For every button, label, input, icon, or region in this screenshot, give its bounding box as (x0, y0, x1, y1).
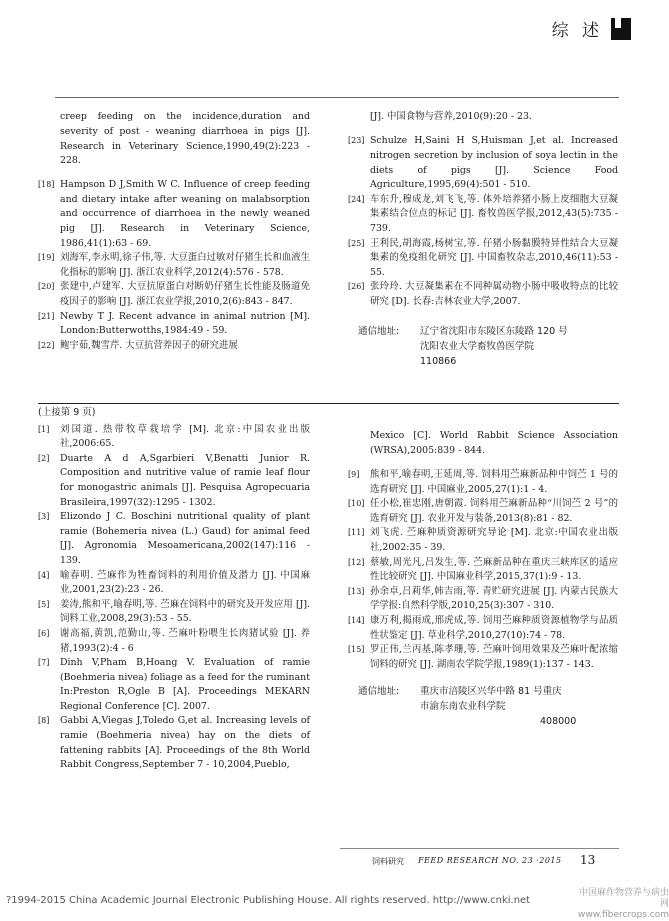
bottom-left-column (38, 406, 310, 773)
reference-text: 刘飞虎. 苎麻种质资源研究导论 [M]. 北京:中国农业出版社,2002:35 - 39. (370, 527, 618, 553)
reference-item (38, 339, 310, 354)
reference-number: [1] (38, 424, 50, 434)
reference-text: 喻春明. 苎麻作为牲畜饲料的利用价值及潜力 [J]. 中国麻业,2001,23(2):23 - 26. (60, 569, 310, 596)
reference-text: 蔡敏,周光凡,吕发生,等. 苎麻新品种在重庆三峡库区的适应性比较研究 [J]. 中国麻业科学,2015,37(1):9 - 13. (370, 556, 618, 583)
middle-divider (38, 403, 619, 404)
reference-item (348, 134, 618, 192)
author-address (348, 684, 618, 729)
reference-text: Hampson D J,Smith W C. Influence of creep feeding and dietary intake after weaning on malabsorption and occurrence of diarrhoea in the newly weaned pig [J]. Research in Veterinary Science, 1986,41(1):63 - 69. (60, 179, 310, 249)
reference-item (38, 627, 310, 656)
ref-continuation: creep feeding on the incidence,duration and severity of post - weaning diarrhoea in pigs [J]. Research in Veterinary Science,1990,49(2):223 - 228. (60, 111, 310, 167)
journal-name-cn: 饲料研究 (372, 857, 404, 866)
reference-text: 任小松,崔忠刚,唐朝霞. 饲料用苎麻新品种“川饲苎 2 号”的选育研究 [J]. 农业开发与装备,2013(8):81 - 82. (370, 498, 618, 524)
address-label: 通信地址: (358, 686, 400, 698)
reference-number: [15] (348, 645, 365, 655)
reference-number: [22] (38, 340, 55, 350)
reference-text: Newby T J. Recent advance in animal nutrion [M]. London:Butterwotths,1984:49 - 59. (60, 310, 310, 337)
reference-text: 刘海军,李永明,徐子伟,等. 大豆蛋白过敏对仔猪生长和血液生化指标的影响 [J]. 浙江农业科学,2012(4):576 - 578. (60, 252, 310, 278)
address-label: 通信地址: (358, 325, 400, 337)
reference-text: 谢高福,黄凯,范勤山,等. 苎麻叶粉喂生长肉猪试验 [J]. 养猪,1993(2):4 - 6 (60, 627, 310, 654)
page-number: 13 (580, 853, 596, 867)
reference-number: [6] (38, 628, 50, 638)
reference-item (348, 193, 618, 237)
section-mark-icon (611, 18, 631, 40)
reference-item (38, 423, 310, 452)
reference-text: Elizondo J C. Boschini nutritional quality of plant ramie (Bohemeria nivea (L.) Gaud) for animal feed [J]. Agronomia Mesoamericana,2002(147):116 - 139. (60, 511, 310, 566)
reference-item (38, 310, 310, 339)
reference-item (38, 251, 310, 280)
reference-text: 张玲玲. 大豆凝集素在不同种属动物小肠中吸收特点的比较研究 [D]. 长春:吉林农业大学,2007. (370, 281, 618, 307)
reference-item (38, 280, 310, 309)
reference-number: [13] (348, 586, 365, 596)
reference-text: 张建中,卢建军. 大豆抗原蛋白对断奶仔猪生长性能及肠道免疫因子的影响 [J]. 浙江农业学报,2010,2(6):843 - 847. (60, 281, 310, 307)
reference-text: Duarte A d A,Sgarbieri V,Benatti Junior R. Composition and nutritive value of ramie leaf flour for monogastric animals [J]. Pesquisa Agropecuaria Brasileira,1997(32):1295 - 1302. (60, 452, 310, 508)
reference-number: [23] (348, 136, 365, 146)
reference-number: [11] (348, 528, 365, 538)
reference-list (348, 134, 618, 309)
reference-text: 鲍宇茹,魏雪芹. 大豆抗营养因子的研究进展 (60, 339, 238, 351)
reference-text: 王利民,胡海霞,杨树宝,等. 仔猪小肠黏膜特异性结合大豆凝集素的免疫组化研究 [J]. 中国畜牧杂志,2010,46(11):53 - 55. (370, 237, 618, 278)
reference-number: [5] (38, 599, 50, 609)
reference-number: [10] (348, 499, 365, 509)
reference-item (38, 510, 310, 568)
section-header (552, 16, 631, 41)
reference-item (348, 497, 618, 526)
reference-text: 罗正伟,兰丙基,陈孝珊,等. 苎麻叶饲用效果及苎麻叶配浓缩饲料的研究 [J]. 湖南农学院学报,1989(1):137 - 143. (370, 644, 618, 670)
reference-number: [18] (38, 180, 55, 190)
reference-text: 姜涛,熊和平,喻春明,等. 苎麻在饲料中的研究及开发应用 [J]. 饲料工业,2008,29(3):53 - 55. (60, 598, 310, 625)
reference-number: [8] (38, 716, 50, 726)
reference-item (348, 585, 618, 614)
reference-number: [2] (38, 453, 50, 463)
reference-list (38, 423, 310, 773)
reference-item (38, 714, 310, 772)
reference-item (38, 656, 310, 714)
reference-text: Schulze H,Saini H S,Huisman J,et al. Increased nitrogen secretion by inclusion of soya lectin in the diets of pigs [J]. Science Food Agriculture,1995,69(4):501 - 510. (370, 135, 618, 191)
reference-item (38, 178, 310, 251)
ref-continuation: Mexico [C]. World Rabbit Science Association (WRSA),2005:839 - 844. (370, 430, 618, 456)
journal-name-en: FEED RESEARCH NO. 23 ·2015 (418, 856, 562, 865)
reference-text: 孙余卓,吕莉华,韩吉雨,等. 青贮研究进展 [J]. 内蒙古民族大学学报:自然科学版,2010,25(3):307 - 310. (370, 585, 618, 612)
reference-number: [25] (348, 238, 365, 248)
reference-text: Gabbi A,Viegas J,Toledo G,et al. Increasing levels of ramie (Boehmeria nivea) hay on the diets of fattening rabbits [A]. Proceedings of the 8th World Rabbit Congress,September 7 - 10,2004,Pueblo, (60, 715, 310, 771)
bottom-right-column (348, 420, 618, 729)
page-footer (0, 848, 649, 878)
author-address (348, 324, 618, 369)
reference-list (348, 468, 618, 672)
copyright-line: ?1994-2015 China Academic Journal Electronic Publishing House. All rights reserved. http://www.cnki.net (6, 895, 531, 906)
reference-number: [19] (38, 253, 55, 263)
reference-number: [9] (348, 469, 360, 479)
reference-number: [7] (38, 658, 50, 668)
reference-item (348, 237, 618, 281)
reference-number: [26] (348, 282, 365, 292)
reference-list (38, 178, 310, 353)
reference-number: [3] (38, 512, 50, 522)
reference-item (38, 452, 310, 510)
reference-item (348, 468, 618, 497)
postal-code: 408000 (540, 716, 577, 728)
watermark-line: 中国麻作物营养与病虫网 (578, 888, 669, 909)
reference-item (348, 643, 618, 672)
top-divider (55, 97, 619, 98)
reference-text: 康万利,揭雨成,邢虎成,等. 饲用苎麻种质资源植物学与品质性状鉴定 [J]. 草业科学,2010,27(10):74 - 78. (370, 614, 618, 641)
watermark (578, 888, 669, 921)
reference-number: [12] (348, 557, 365, 567)
reference-number: [21] (38, 311, 55, 321)
address-line: 市渝东南农业科学院 (420, 701, 506, 713)
section-title: 综 述 (551, 21, 603, 41)
reference-number: [14] (348, 615, 365, 625)
address-line: 沈阳农业大学畜牧兽医学院 (420, 340, 535, 352)
reference-item (38, 569, 310, 598)
top-left-column (38, 101, 310, 353)
footer-divider (340, 848, 619, 849)
reference-number: [20] (38, 282, 55, 292)
postal-code: 110866 (420, 355, 457, 367)
reference-text: 车东升,穆成龙,刘飞飞,等. 体外培养猪小肠上皮细胞大豆凝集素结合位点的标记 [J]. 畜牧兽医学报,2012,43(5):735 - 739. (370, 193, 618, 234)
reference-text: Dinh V,Pham B,Hoang V. Evaluation of ramie (Boehmeria nivea) foliage as a feed for the ruminant In:Preston R,Ogle B [A]. Proceedings MEKARN Regional Conference [C]. 2007. (60, 657, 310, 712)
reference-item (38, 598, 310, 627)
address-line: 辽宁省沈阳市东陵区东陵路 120 号 (420, 325, 568, 337)
reference-text: 熊和平,喻春明,王延周,等. 饲料用苎麻新品种中饲苎 1 号的选育研究 [J]. 中国麻业,2005,27(1):1 - 4. (370, 468, 618, 495)
reference-item (348, 614, 618, 643)
address-line: 重庆市涪陵区兴华中路 81 号重庆 (420, 686, 562, 698)
watermark-line: www.fibercrops.com (578, 910, 669, 920)
reference-number: [4] (38, 570, 50, 580)
continued-note: (上接第 9 页) (38, 407, 96, 418)
reference-item (348, 526, 618, 555)
reference-item (348, 280, 618, 309)
reference-item (348, 556, 618, 585)
reference-number: [24] (348, 194, 365, 204)
ref-continuation: [J]. 中国食物与营养,2010(9):20 - 23. (370, 111, 532, 123)
reference-text: 刘国道. 热带牧草栽培学 [M]. 北京:中国农业出版社,2006:65. (60, 423, 310, 450)
top-right-column (348, 101, 618, 369)
